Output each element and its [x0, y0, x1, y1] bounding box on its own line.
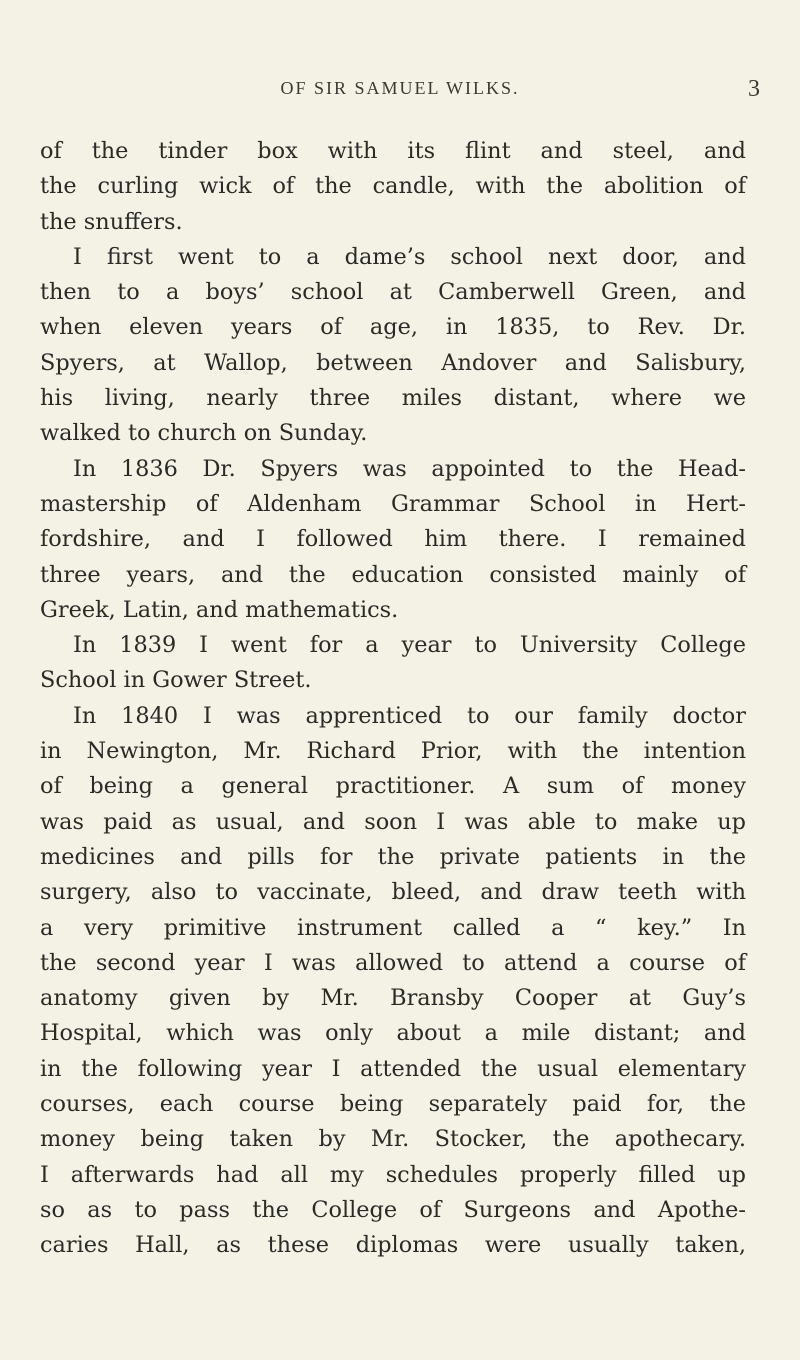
text-line: medicines and pills for the private patients in the — [40, 843, 746, 870]
text-line: was paid as usual, and soon I was able to make up — [40, 808, 746, 835]
text-line: Greek, Latin, and mathematics. — [40, 596, 399, 623]
text-line: courses, each course being separately paid for, the — [40, 1091, 746, 1118]
text-line: the second year I was allowed to attend a course of — [40, 949, 746, 976]
text-line: when eleven years of age, in 1835, to Rev. Dr. — [40, 314, 746, 341]
text-line: his living, nearly three miles distant, where we — [40, 385, 746, 412]
text-line: In 1840 I was apprenticed to our family doctor — [73, 702, 746, 729]
text-line: Spyers, at Wallop, between Andover and Salisbury, — [40, 349, 746, 376]
text-line: In 1839 I went for a year to University College — [73, 632, 746, 659]
text-line: the snuffers. — [40, 208, 183, 235]
text-line: anatomy given by Mr. Bransby Cooper at Guy’s — [40, 985, 746, 1012]
text-line: three years, and the education consisted mainly of — [40, 561, 746, 588]
text-line: surgery, also to vaccinate, bleed, and draw teeth with — [40, 879, 746, 906]
text-line: walked to church on Sunday. — [40, 420, 368, 447]
text-line: of the tinder box with its flint and steel, and — [40, 138, 746, 164]
text-line: the curling wick of the candle, with the abolition of — [40, 173, 746, 200]
text-line: fordshire, and I followed him there. I remained — [40, 526, 746, 553]
header-title: OF SIR SAMUEL WILKS. — [280, 78, 520, 98]
text-line: of being a general practitioner. A sum of money — [40, 773, 746, 800]
body-text — [40, 134, 746, 1264]
text-line: School in Gower Street. — [40, 667, 312, 694]
page-number: 3 — [748, 76, 760, 102]
text-line: I afterwards had all my schedules properly filled up — [40, 1161, 746, 1188]
text-line: I first went to a dame’s school next door, and — [73, 243, 746, 270]
text-line: caries Hall, as these diplomas were usually taken, — [40, 1232, 746, 1259]
text-line: money being taken by Mr. Stocker, the apothecary. — [40, 1126, 746, 1153]
text-line: so as to pass the College of Surgeons and Apothe- — [40, 1196, 746, 1223]
text-line: Hospital, which was only about a mile distant; and — [40, 1020, 746, 1047]
text-line: in Newington, Mr. Richard Prior, with the intention — [40, 738, 746, 765]
running-header — [40, 78, 760, 108]
text-line: then to a boys’ school at Camberwell Green, and — [40, 279, 746, 306]
text-line: in the following year I attended the usual elementary — [40, 1055, 746, 1082]
text-line: a very primitive instrument called a “ key.” In — [40, 914, 746, 941]
text-line: In 1836 Dr. Spyers was appointed to the Head- — [73, 455, 746, 482]
text-line: mastership of Aldenham Grammar School in Hert- — [40, 490, 746, 517]
